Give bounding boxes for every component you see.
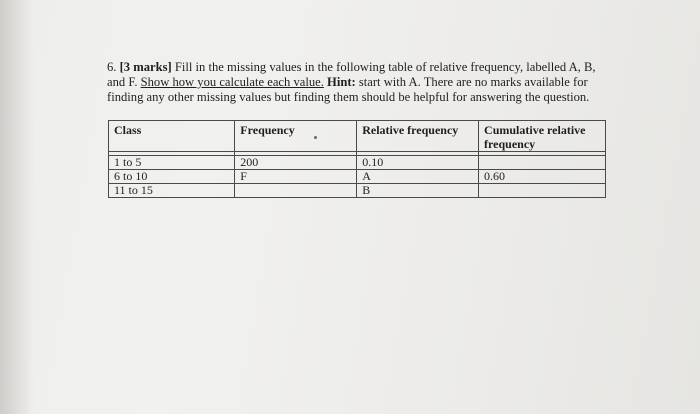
cell-cumulative xyxy=(479,156,606,170)
paper-shadow-edge xyxy=(0,0,34,414)
table-row xyxy=(109,156,606,170)
cell-class: 1 to 5 xyxy=(109,156,235,170)
cell-frequency xyxy=(235,184,357,198)
cell-relative-frequency: 0.10 xyxy=(357,156,479,170)
pen-mark xyxy=(314,136,317,139)
cell-cumulative: 0.60 xyxy=(479,170,606,184)
hint-label: Hint: xyxy=(327,75,356,89)
cell-class: 6 to 10 xyxy=(109,170,235,184)
cell-cumulative xyxy=(479,184,606,198)
cell-relative-frequency: A xyxy=(357,170,479,184)
question-number: 6. xyxy=(107,60,117,74)
question-underlined-instruction: Show how you calculate each value. xyxy=(140,75,324,89)
header-relative-frequency: Relative frequency xyxy=(357,121,479,152)
relative-frequency-table xyxy=(108,120,606,198)
header-frequency: Frequency xyxy=(235,121,357,152)
question-marks: [3 marks] xyxy=(119,60,172,74)
table-header-row xyxy=(109,121,606,152)
cell-frequency: 200 xyxy=(235,156,357,170)
cell-frequency: F xyxy=(235,170,357,184)
cell-class: 11 to 15 xyxy=(109,184,235,198)
table-row xyxy=(109,184,606,198)
table-row xyxy=(109,170,606,184)
header-class: Class xyxy=(109,121,235,152)
hint-text: start with A. There are no marks available for finding any other missing values but finding them should be helpful for answering the question. xyxy=(107,75,590,104)
question-text xyxy=(107,60,612,105)
header-cumulative-relative-frequency: Cumulative relative frequency xyxy=(479,121,606,152)
question-instruction: Fill in the missing values in the following table of relative frequency, labelled A, B, and F. xyxy=(107,60,596,89)
cell-relative-frequency: B xyxy=(357,184,479,198)
